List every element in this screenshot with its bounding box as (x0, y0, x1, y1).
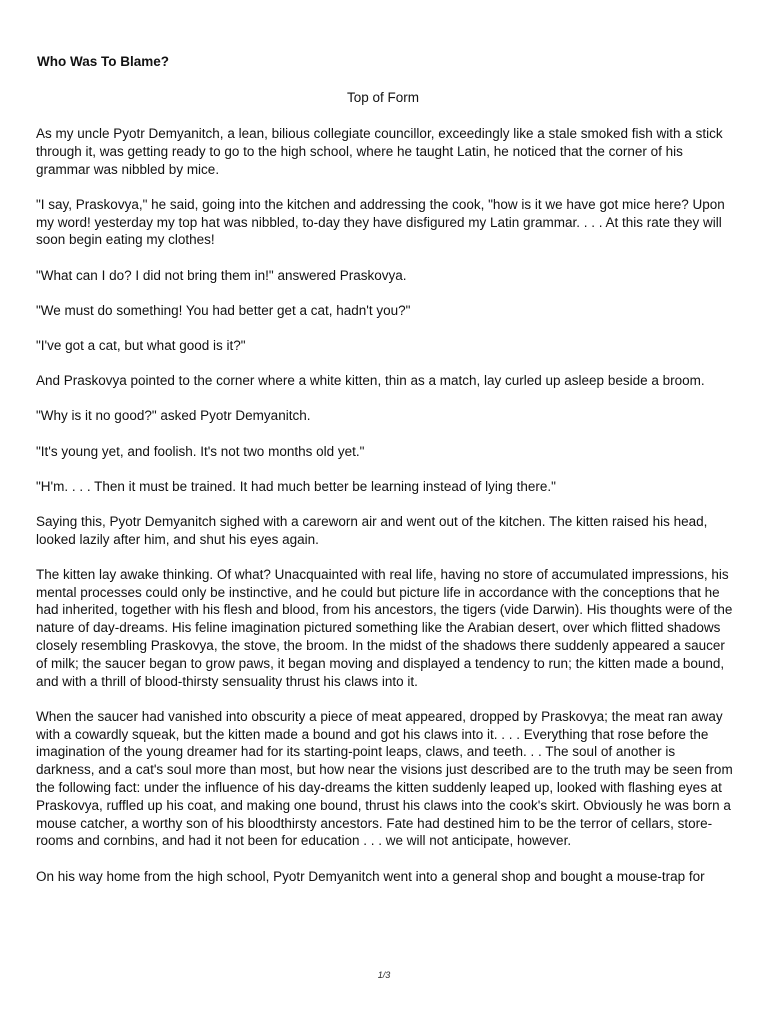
paragraph: "Why is it no good?" asked Pyotr Demyanitch. (36, 408, 311, 424)
form-marker (0, 89, 768, 106)
paragraph: "I've got a cat, but what good is it?" (36, 337, 246, 353)
paragraph: The kitten lay awake thinking. Of what? Unacquainted with real life, having no store of accumulated impressions, his mental processes could only be instinctive, and he could but picture life in accordance with the conceptions that he had inherited, together with his flesh and blood, from his ancestors, the tigers (vide Darwin). His thoughts were of the nature of day-dreams. His feline imagination pictured something like the Arabian desert, over which flitted shadows closely resembling Praskovya, the stove, the broom. In the midst of the shadows there suddenly appeared a saucer of milk; the saucer began to grow paws, it began moving and displayed a tendency to run; the kitten made a bound, and with a thrill of blood-thirsty sensuality thrust his claws into it. (36, 566, 733, 689)
paragraph: "H'm. . . . Then it must be trained. It had much better be learning instead of lying there." (36, 478, 556, 494)
paragraph: When the saucer had vanished into obscurity a piece of meat appeared, dropped by Praskovya; the meat ran away with a cowardly squeak, but the kitten made a bound and got his claws into it. . . . Everything that rose before the imagination of the young dreamer had for its starting-point leaps, claws, and teeth. . . The soul of another is darkness, and a cat's soul more than most, but how near the visions just described are to the truth may be seen from the following fact: under the influence of his day-dreams the kitten suddenly leaped up, looked with flashing eyes at Praskovya, ruffled up his coat, and making one bound, thrust his claws into the cook's skirt. Obviously he was born a mouse catcher, a worthy son of his bloodthirsty ancestors. Fate had destined him to be the terror of cellars, store-rooms and cornbins, and had it not been for education . . . we will not anticipate, however. (36, 708, 733, 849)
paragraph: And Praskovya pointed to the corner where a white kitten, thin as a match, lay curled up asleep beside a broom. (36, 373, 705, 389)
form-marker-text: Top of Form (346, 90, 420, 105)
paragraph: "What can I do? I did not bring them in!" answered Praskovya. (36, 267, 407, 283)
paragraph: On his way home from the high school, Pyotr Demyanitch went into a general shop and bought a mouse-trap for (36, 868, 705, 884)
paragraph: Saying this, Pyotr Demyanitch sighed with a careworn air and went out of the kitchen. The kitten raised his head, looked lazily after him, and shut his eyes again. (36, 513, 708, 547)
paragraph: "It's young yet, and foolish. It's not two months old yet." (36, 443, 365, 459)
page-number: 1/3 (377, 970, 391, 980)
paragraph: "We must do something! You had better get a cat, hadn't you?" (36, 302, 411, 318)
story-body (36, 125, 736, 903)
paragraph: As my uncle Pyotr Demyanitch, a lean, bilious collegiate councillor, exceedingly like a stale smoked fish with a stick through it, was getting ready to go to the high school, where he taught Latin, he noticed that the corner of his grammar was nibbled by mice. (36, 126, 723, 177)
document-title: Who Was To Blame? (37, 54, 170, 69)
paragraph: "I say, Praskovya," he said, going into the kitchen and addressing the cook, "how is it we have got mice here? Upon my word! yesterday my top hat was nibbled, to-day they have disfigured my Latin grammar. . . . At this rate they will soon begin eating my clothes! (36, 196, 725, 248)
